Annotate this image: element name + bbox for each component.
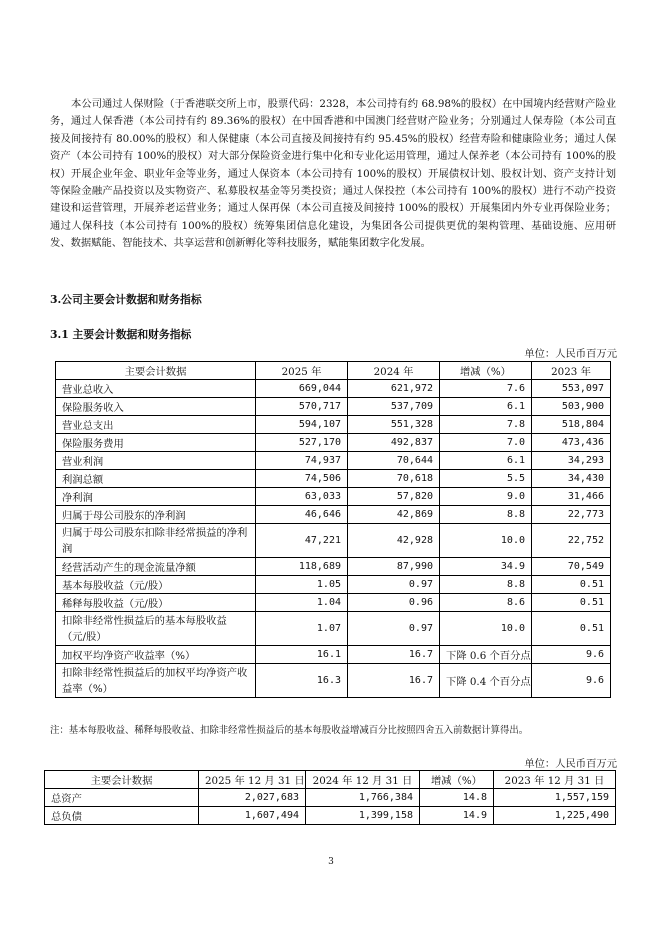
table-row <box>45 807 616 825</box>
value-cell: 42,869 <box>348 506 440 524</box>
column-header: 主要会计数据 <box>56 362 256 380</box>
row-label-cell: 营业利润 <box>56 452 256 470</box>
value-cell: 22,773 <box>532 506 611 524</box>
value-cell: 6.1 <box>440 398 532 416</box>
value-cell: 10.0 <box>440 612 532 646</box>
value-cell: 57,820 <box>348 488 440 506</box>
balance-sheet-table <box>44 770 616 825</box>
table-header-row <box>56 362 611 380</box>
column-header: 增减（%） <box>440 362 532 380</box>
value-cell: 0.51 <box>532 594 611 612</box>
table-row <box>56 380 611 398</box>
value-cell: 8.8 <box>440 576 532 594</box>
value-cell: 16.7 <box>348 664 440 698</box>
value-cell: 1.07 <box>256 612 348 646</box>
row-label-cell: 营业总支出 <box>56 416 256 434</box>
value-cell: 1.04 <box>256 594 348 612</box>
value-cell: 1,225,490 <box>494 807 616 825</box>
value-cell: 1.05 <box>256 576 348 594</box>
table-row <box>56 576 611 594</box>
value-cell: 74,937 <box>256 452 348 470</box>
row-label-cell: 利润总额 <box>56 470 256 488</box>
table-row <box>56 646 611 664</box>
row-label-cell: 总负债 <box>45 807 199 825</box>
value-cell: 16.1 <box>256 646 348 664</box>
value-cell: 118,689 <box>256 558 348 576</box>
table-row <box>56 664 611 698</box>
table-row <box>56 524 611 558</box>
column-header: 2023 年 <box>532 362 611 380</box>
table-row <box>56 416 611 434</box>
row-label-cell: 加权平均净资产收益率（%） <box>56 646 256 664</box>
value-cell: 14.9 <box>420 807 494 825</box>
row-label-cell: 扣除非经常性损益后的加权平均净资产收益率（%） <box>56 664 256 698</box>
value-cell: 46,646 <box>256 506 348 524</box>
row-label-cell: 归属于母公司股东扣除非经常损益的净利润 <box>56 524 256 558</box>
value-cell: 0.97 <box>348 576 440 594</box>
value-cell: 621,972 <box>348 380 440 398</box>
value-cell: 1,557,159 <box>494 789 616 807</box>
value-cell: 70,549 <box>532 558 611 576</box>
value-cell: 42,928 <box>348 524 440 558</box>
column-header: 增减（%） <box>420 771 494 789</box>
value-cell: 7.6 <box>440 380 532 398</box>
value-cell: 16.3 <box>256 664 348 698</box>
row-label-cell: 营业总收入 <box>56 380 256 398</box>
table-row <box>45 789 616 807</box>
value-cell: 34,430 <box>532 470 611 488</box>
value-cell: 5.5 <box>440 470 532 488</box>
value-cell: 551,328 <box>348 416 440 434</box>
value-cell: 70,618 <box>348 470 440 488</box>
row-label-cell: 经营活动产生的现金流量净额 <box>56 558 256 576</box>
column-header: 2025 年 12 月 31 日 <box>199 771 306 789</box>
value-cell: 2,027,683 <box>199 789 306 807</box>
table-row <box>56 434 611 452</box>
value-cell: 下降 0.6 个百分点 <box>440 646 532 664</box>
value-cell: 8.8 <box>440 506 532 524</box>
value-cell: 518,804 <box>532 416 611 434</box>
row-label-cell: 净利润 <box>56 488 256 506</box>
value-cell: 9.0 <box>440 488 532 506</box>
value-cell: 503,900 <box>532 398 611 416</box>
value-cell: 70,644 <box>348 452 440 470</box>
column-header: 2025 年 <box>256 362 348 380</box>
value-cell: 537,709 <box>348 398 440 416</box>
value-cell: 9.6 <box>532 664 611 698</box>
value-cell: 34.9 <box>440 558 532 576</box>
unit-label: 单位：人民币百万元 <box>524 348 617 360</box>
table-row <box>56 452 611 470</box>
value-cell: 1,766,384 <box>306 789 420 807</box>
table-row <box>56 612 611 646</box>
subsection-title: 3.1 主要会计数据和财务指标 <box>50 328 192 341</box>
value-cell: 6.1 <box>440 452 532 470</box>
value-cell: 14.8 <box>420 789 494 807</box>
value-cell: 7.8 <box>440 416 532 434</box>
column-header: 2024 年 <box>348 362 440 380</box>
value-cell: 570,717 <box>256 398 348 416</box>
value-cell: 下降 0.4 个百分点 <box>440 664 532 698</box>
value-cell: 22,752 <box>532 524 611 558</box>
table-row <box>56 558 611 576</box>
row-label-cell: 扣除非经常性损益后的基本每股收益（元/股） <box>56 612 256 646</box>
row-label-cell: 保险服务收入 <box>56 398 256 416</box>
value-cell: 553,097 <box>532 380 611 398</box>
value-cell: 10.0 <box>440 524 532 558</box>
value-cell: 527,170 <box>256 434 348 452</box>
value-cell: 47,221 <box>256 524 348 558</box>
value-cell: 1,399,158 <box>306 807 420 825</box>
value-cell: 87,990 <box>348 558 440 576</box>
table-row <box>56 594 611 612</box>
table-row <box>56 506 611 524</box>
table-note: 注：基本每股收益、稀释每股收益、扣除非经常性损益后的基本每股收益增减百分比按照四舍五入前数据计算得出。 <box>50 725 529 736</box>
value-cell: 0.51 <box>532 576 611 594</box>
row-label-cell: 总资产 <box>45 789 199 807</box>
value-cell: 16.7 <box>348 646 440 664</box>
row-label-cell: 稀释每股收益（元/股） <box>56 594 256 612</box>
unit-label-2: 单位：人民币百万元 <box>524 758 617 770</box>
page-number: 3 <box>328 857 334 867</box>
value-cell: 74,506 <box>256 470 348 488</box>
intro-paragraph: 本公司通过人保财险（于香港联交所上市，股票代码：2328，本公司持有约 68.98%的股权）在中国境内经营财产险业务，通过人保香港（本公司持有约 89.36%的股权）在中国香港和中国澳门经营财产险业务；分别通过人保寿险（本公司直接及间接持有 80.00%的股权）和人保健康（本公司直接及间接持有约 95.45%的股权）经营寿险和健康险业务；通过人保资产（本公司持有 100%的股权）对大部分保险资金进行集中化和专业化运用管理，通过人保养老（本公司持有 100%的股权）开展企业年金、职业年金等业务，通过人保资本（本公司持有 100%的股权）开展债权计划、股权计划、资产支持计划等保险金融产品投资以及实物资产、私募股权基金等另类投资；通过人保投控（本公司持有 100%的股权）进行不动产投资建设和运营管理，开展养老运营业务；通过人保再保（本公司直接及间接持 100%的股权）开展集团内外专业再保险业务；通过人保科技（本公司持有 100%的股权）统筹集团信息化建设，为集团各公司提供更优的架构管理、基础设施、应用研发、数据赋能、智能技术、共享运营和创新孵化等科技服务，赋能集团数字化发展。 <box>50 98 616 250</box>
value-cell: 1,607,494 <box>199 807 306 825</box>
value-cell: 594,107 <box>256 416 348 434</box>
value-cell: 34,293 <box>532 452 611 470</box>
table-row <box>56 470 611 488</box>
row-label-cell: 归属于母公司股东的净利润 <box>56 506 256 524</box>
value-cell: 0.97 <box>348 612 440 646</box>
value-cell: 492,837 <box>348 434 440 452</box>
table-row <box>56 398 611 416</box>
value-cell: 473,436 <box>532 434 611 452</box>
value-cell: 31,466 <box>532 488 611 506</box>
financial-data-table <box>55 361 611 698</box>
value-cell: 9.6 <box>532 646 611 664</box>
value-cell: 8.6 <box>440 594 532 612</box>
table-row <box>56 488 611 506</box>
value-cell: 669,044 <box>256 380 348 398</box>
value-cell: 0.51 <box>532 612 611 646</box>
column-header: 2024 年 12 月 31 日 <box>306 771 420 789</box>
section-title: 3.公司主要会计数据和财务指标 <box>50 293 202 306</box>
column-header: 主要会计数据 <box>45 771 199 789</box>
row-label-cell: 基本每股收益（元/股） <box>56 576 256 594</box>
table-header-row <box>45 771 616 789</box>
row-label-cell: 保险服务费用 <box>56 434 256 452</box>
column-header: 2023 年 12 月 31 日 <box>494 771 616 789</box>
value-cell: 63,033 <box>256 488 348 506</box>
value-cell: 7.0 <box>440 434 532 452</box>
value-cell: 0.96 <box>348 594 440 612</box>
